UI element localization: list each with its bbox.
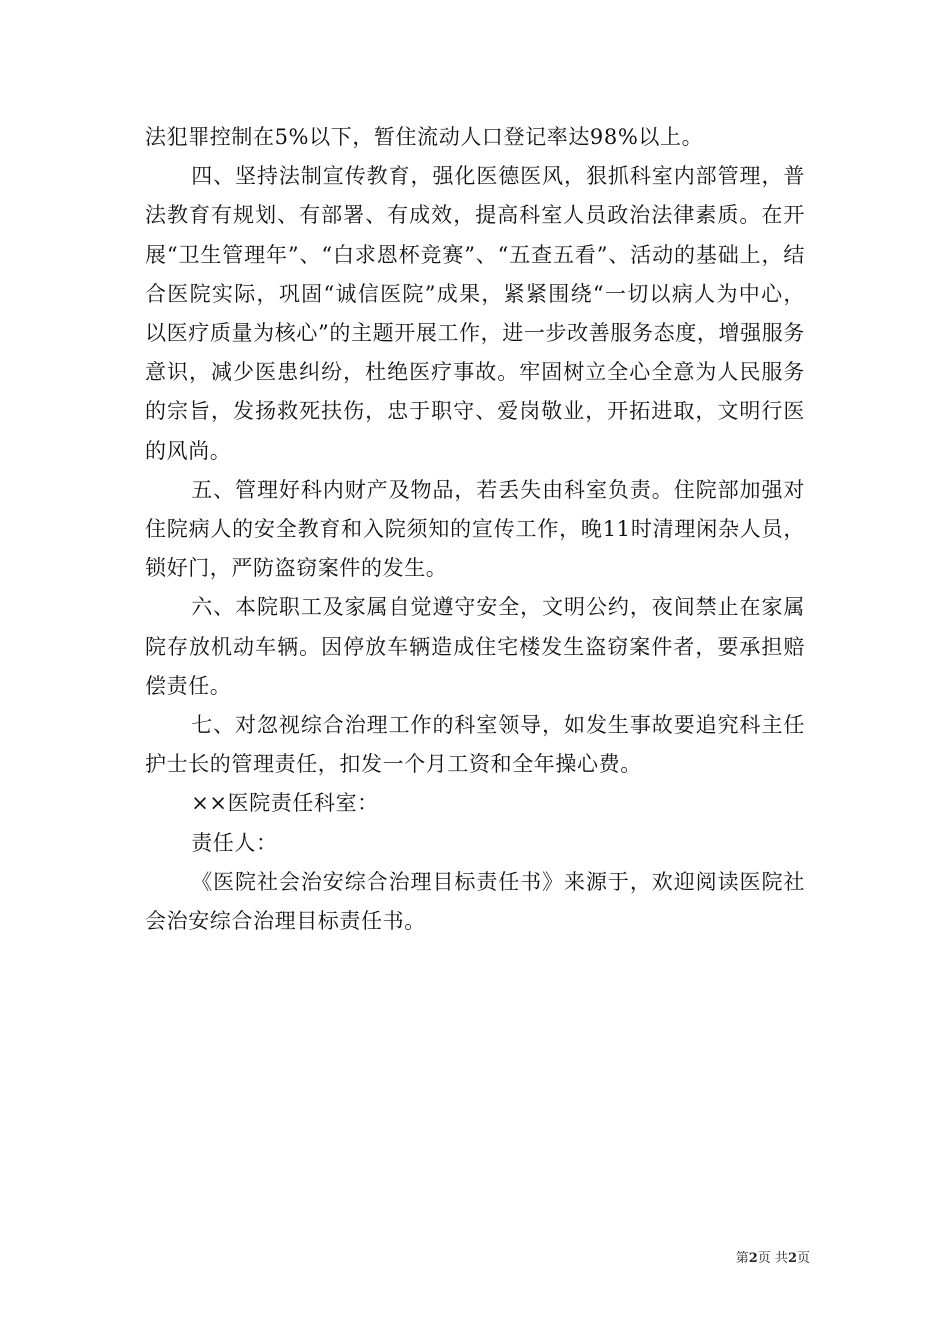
- footer-suffix: 页: [796, 1251, 810, 1266]
- responsible-person-line: 责任人：: [191, 830, 278, 855]
- responsible-department-line: ××医院责任科室：: [191, 791, 379, 816]
- paragraph-continuation: 法犯罪控制在5%以下，暂住流动人口登记率达98%以上。: [145, 125, 704, 149]
- paragraph-item-4: 四、坚持法制宣传教育，强化医德医风，狠抓科室内部管理，普法教育有规划、有部署、有成效，提高科室人员政治法律素质。在开展“卫生管理年”、“白求恩杯竞赛”、“五查五看”、活动的基础上，结合医院实际，巩固“诚信医院”成果，紧紧围绕“一切以病人为中心，以医疗质量为核心”的主题开展工作，进一步改善服务态度，增强服务意识，减少医患纠纷，杜绝医疗事故。牢固树立全心全意为人民服务的宗旨，发扬救死扶伤，忠于职守、爱岗敬业，开拓进取，文明行医的风尚。: [145, 164, 805, 463]
- footer-middle: 页 共: [757, 1251, 788, 1266]
- footer-total-pages: 2: [787, 1251, 797, 1266]
- page-footer: [700, 1247, 810, 1266]
- document-body: [145, 118, 805, 941]
- source-note: 《医院社会治安综合治理目标责任书》来源于，欢迎阅读医院社会治安综合治理目标责任书。: [145, 869, 805, 934]
- paragraph-item-6: 六、本院职工及家属自觉遵守安全，文明公约，夜间禁止在家属院存放机动车辆。因停放车辆造成住宅楼发生盗窃案件者，要承担赔偿责任。: [145, 595, 805, 698]
- footer-prefix: 第: [735, 1251, 749, 1266]
- paragraph-item-7: 七、对忽视综合治理工作的科室领导，如发生事故要追究科主任护士长的管理责任，扣发一个月工资和全年操心费。: [145, 713, 805, 777]
- paragraph-item-5: 五、管理好科内财产及物品，若丢失由科室负责。住院部加强对住院病人的安全教育和入院须知的宣传工作，晚11时清理闲杂人员，锁好门，严防盗窃案件的发生。: [145, 477, 805, 581]
- footer-current-page: 2: [748, 1251, 758, 1266]
